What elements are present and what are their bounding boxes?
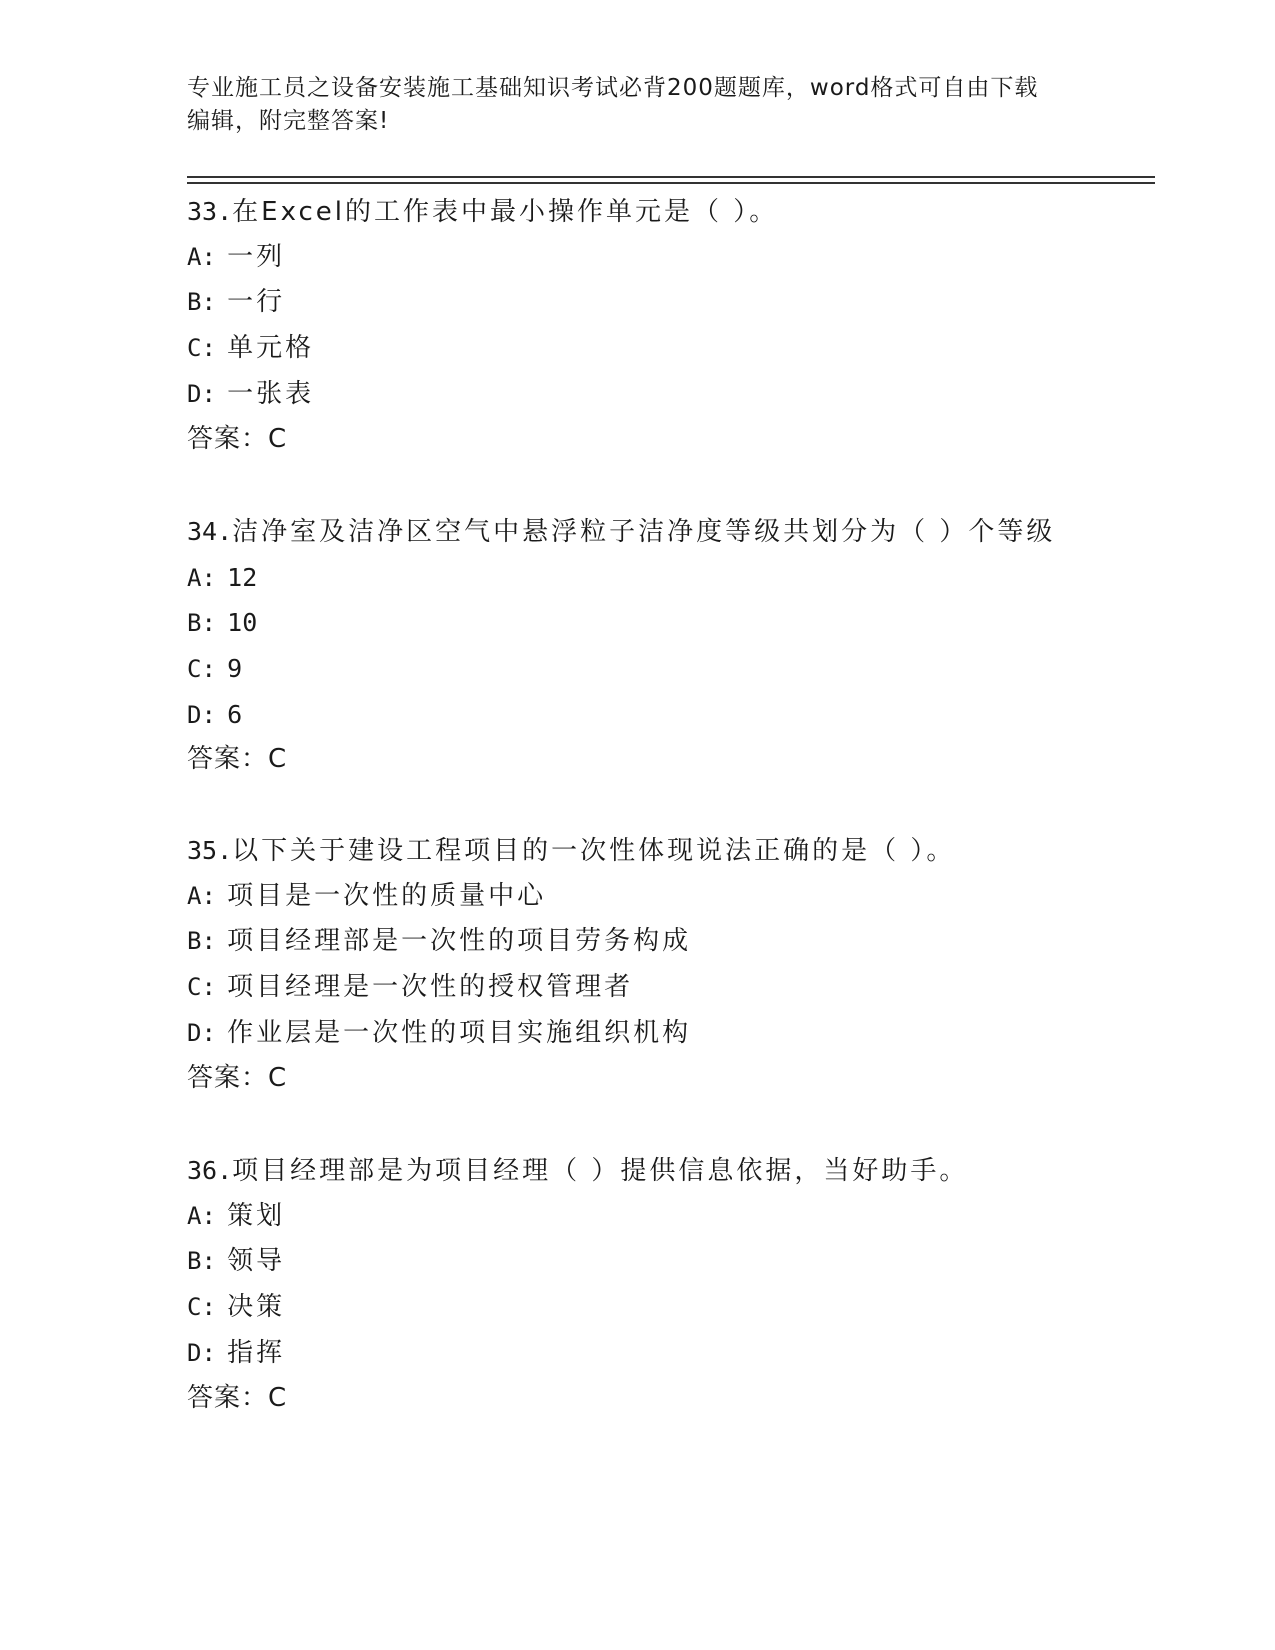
option-b xyxy=(187,1239,1147,1285)
answer-line: 答案：C xyxy=(187,424,288,455)
option-key: A: xyxy=(187,881,216,910)
header-title-line-2: 编辑，附完整答案! xyxy=(187,108,390,134)
question-number: 36. xyxy=(187,1156,233,1185)
option-text: 10 xyxy=(227,608,258,638)
question-stem xyxy=(187,828,1147,874)
question-text: 在Excel的工作表中最小操作单元是（ ）。 xyxy=(232,197,779,227)
option-key: B: xyxy=(187,927,216,956)
option-key: B: xyxy=(187,288,216,317)
option-c xyxy=(187,646,1147,692)
option-key: C: xyxy=(187,1293,216,1322)
option-text: 领导 xyxy=(227,1246,286,1277)
option-text: 指挥 xyxy=(227,1337,286,1368)
question-block xyxy=(187,1148,1147,1422)
option-b xyxy=(187,600,1147,646)
header-divider-top xyxy=(187,176,1155,178)
option-text: 单元格 xyxy=(227,333,315,364)
answer-line: 答案：C xyxy=(187,1383,288,1414)
option-key: D: xyxy=(187,379,216,408)
option-text: 6 xyxy=(227,699,243,729)
header-divider-bottom xyxy=(187,182,1155,184)
option-key: A: xyxy=(187,242,216,271)
option-a xyxy=(187,1194,1147,1240)
option-b xyxy=(187,919,1147,965)
option-key: C: xyxy=(187,973,216,1002)
option-key: B: xyxy=(187,1247,216,1276)
option-text: 一行 xyxy=(227,287,286,318)
option-c xyxy=(187,1285,1147,1331)
option-a xyxy=(187,874,1147,920)
document-header xyxy=(187,72,1087,138)
question-number: 33. xyxy=(187,197,233,226)
option-c xyxy=(187,326,1147,372)
answer-line: 答案：C xyxy=(187,744,288,775)
option-key: C: xyxy=(187,334,216,363)
option-b xyxy=(187,280,1147,326)
option-text: 9 xyxy=(227,654,243,684)
option-text: 项目经理部是一次性的项目劳务构成 xyxy=(227,926,692,957)
question-stem xyxy=(187,1148,1147,1194)
option-key: D: xyxy=(187,1338,216,1367)
question-block xyxy=(187,828,1147,1102)
option-a xyxy=(187,235,1147,281)
option-d xyxy=(187,692,1147,738)
option-key: A: xyxy=(187,1201,216,1230)
question-text: 以下关于建设工程项目的一次性体现说法正确的是（ ）。 xyxy=(232,836,956,866)
question-number: 34. xyxy=(187,517,233,546)
answer-line: 答案：C xyxy=(187,1063,288,1094)
option-key: B: xyxy=(187,609,216,638)
option-a xyxy=(187,555,1147,601)
question-text: 洁净室及洁净区空气中悬浮粒子洁净度等级共划分为（ ）个等级 xyxy=(232,517,1056,547)
header-title-line-1: 专业施工员之设备安装施工基础知识考试必背200题题库，word格式可自由下载 xyxy=(187,75,1039,101)
option-key: A: xyxy=(187,563,216,592)
question-block xyxy=(187,509,1147,783)
option-text: 项目是一次性的质量中心 xyxy=(227,880,547,911)
question-number: 35. xyxy=(187,836,233,865)
option-text: 作业层是一次性的项目实施组织机构 xyxy=(227,1017,692,1048)
option-text: 一列 xyxy=(227,241,286,272)
option-c xyxy=(187,965,1147,1011)
option-text: 12 xyxy=(227,562,258,592)
option-text: 项目经理是一次性的授权管理者 xyxy=(227,972,634,1003)
option-d xyxy=(187,1331,1147,1377)
option-key: C: xyxy=(187,655,216,684)
question-text: 项目经理部是为项目经理（ ）提供信息依据，当好助手。 xyxy=(232,1156,969,1186)
option-d xyxy=(187,1011,1147,1057)
option-key: D: xyxy=(187,1018,216,1047)
option-text: 策划 xyxy=(227,1200,286,1231)
question-stem xyxy=(187,189,1147,235)
option-text: 决策 xyxy=(227,1292,286,1323)
option-d xyxy=(187,372,1147,418)
option-key: D: xyxy=(187,700,216,729)
question-block xyxy=(187,189,1147,463)
option-text: 一张表 xyxy=(227,378,315,409)
question-stem xyxy=(187,509,1147,555)
